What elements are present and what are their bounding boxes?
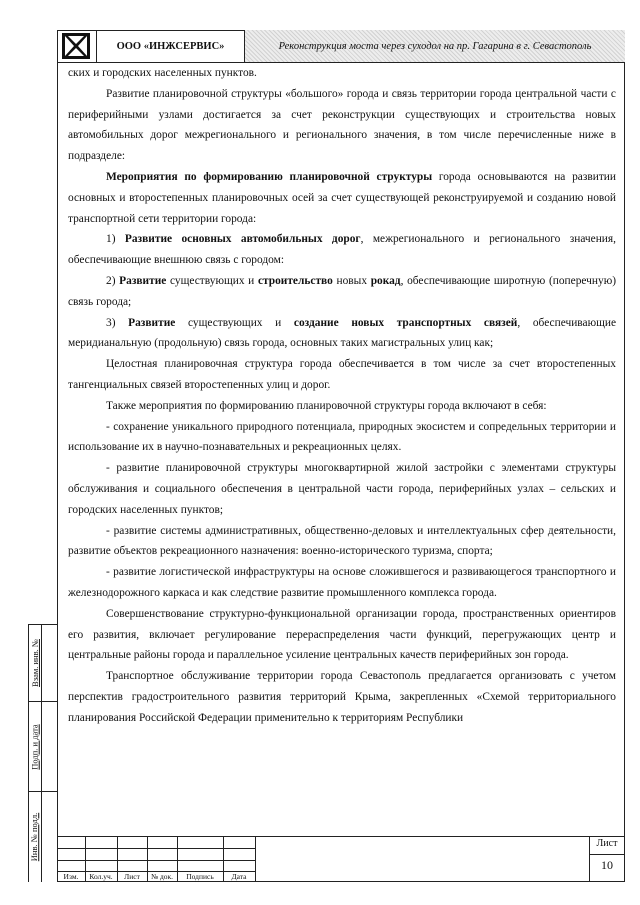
paragraph-text: , обеспечивающие широтную (поперечную) связь города; [68, 274, 616, 308]
bold-phrase: рокад [370, 274, 401, 287]
tb-podpis-label: Подпись [186, 872, 214, 881]
side-field-vzam: Взам. инв. № [29, 639, 40, 687]
company-logo-icon [57, 30, 97, 62]
side-field-podp: Подп. и дата [29, 724, 40, 770]
paragraph: Транспортное обслуживание территории города Севастополь предлагается организовать с учетом перспектив градостроительного развития территорий Крыма, закрепленных «Схемой территориального планирования Российской Федерации применительно к территориям Республики [68, 670, 616, 724]
paragraph-text: существующих и [175, 316, 294, 329]
page-header [57, 30, 625, 62]
list-item: - развитие логистической инфраструктуры на основе сложившегося и развивающегося транспортного и железнодорожного каркаса и как следствие развитие промышленного комплекса города. [68, 566, 616, 599]
paragraph: ских и городских населенных пунктов. [68, 67, 257, 79]
tb-ndok-label: № док. [150, 872, 174, 881]
tb-data-label: Дата [231, 872, 247, 881]
list-item [68, 271, 616, 313]
paragraph: Целостная планировочная структура города обеспечивается в том числе за счет второстепенных тангенциальных связей второстепенных улиц и дорог. [68, 358, 616, 391]
title-block [57, 836, 625, 882]
tb-izm-label: Изм. [63, 872, 79, 881]
list-item: - развитие системы административных, общественно-деловых и интеллектуальных сфер деятельности, развитие объектов рекреационного назначения: военно-исторического туризма, спорта; [68, 524, 616, 558]
side-stamp [28, 624, 57, 882]
project-title: Реконструкция моста через суходол на пр. Гагарина в г. Севастополь [245, 30, 625, 62]
paragraph-text: существующих и [166, 274, 258, 287]
list-number: 3) [106, 316, 129, 329]
side-field-inv: Инв. № подл. [29, 812, 40, 862]
paragraph-text: города основываются на развитии основных и второстепенных планировочных осей за счет существующей реконструируемой и созданию новой транспортной сети территории города: [68, 170, 616, 225]
paragraph [68, 167, 616, 229]
bold-phrase: Мероприятия по формированию планировочной структуры [106, 170, 433, 183]
list-number: 2) [106, 274, 120, 287]
list-item: - развитие планировочной структуры многоквартирной жилой застройки с элементами структуры обслуживания и социального обеспечения в центральной части города, периферийных узлах – сельских и городских населенных пунктов; [68, 462, 616, 516]
list-item [68, 229, 616, 271]
sheet-label: Лист [596, 838, 618, 849]
paragraph: Также мероприятия по формированию планировочной структуры города включают в себя: [106, 399, 547, 412]
bold-phrase: Развитие основных автомобильных дорог [124, 233, 361, 246]
tb-list-label: Лист [124, 872, 140, 881]
paragraph-text: , межрегионального и регионального значения, обеспечивающие внешнюю связь с городом: [68, 233, 616, 267]
list-item [68, 313, 616, 355]
company-name: ООО «ИНЖСЕРВИС» [97, 30, 245, 62]
bold-phrase: создание новых транспортных связей [293, 316, 518, 329]
paragraph: Совершенствование структурно-функциональной организации города, пространственных ориентиров его развития, включает регулирование перераспределения части функций, перегружающих центр и центральные районы города и параллельное усиление центральных качеств периферийных зон города. [68, 607, 616, 662]
tb-koluch-label: Кол.уч. [89, 872, 113, 881]
bold-phrase: строительство [257, 274, 333, 287]
list-item: - сохранение уникального природного потенциала, природных экосистем и сопредельных территории и использование их в научно-познавательных и рекреационных целях. [68, 420, 616, 454]
paragraph-text: , обеспечивающие меридианальную (продольную) связь города, основных таких магистральных улиц как; [68, 316, 617, 350]
list-number: 1) [106, 233, 125, 246]
bold-phrase: Развитие [119, 274, 167, 287]
document-body [68, 63, 616, 729]
paragraph-text: новых [332, 274, 371, 287]
bold-phrase: Развитие [128, 316, 176, 329]
sheet-number: 10 [601, 858, 613, 872]
paragraph: Развитие планировочной структуры «большого» города и связь территории города центральной части с периферийными узлами достигается за счет реконструкции существующих и строительства новых автомобильных дорог межрегионального и регионального значения, в том числе перечисленные ниже в подразделе: [68, 87, 616, 163]
